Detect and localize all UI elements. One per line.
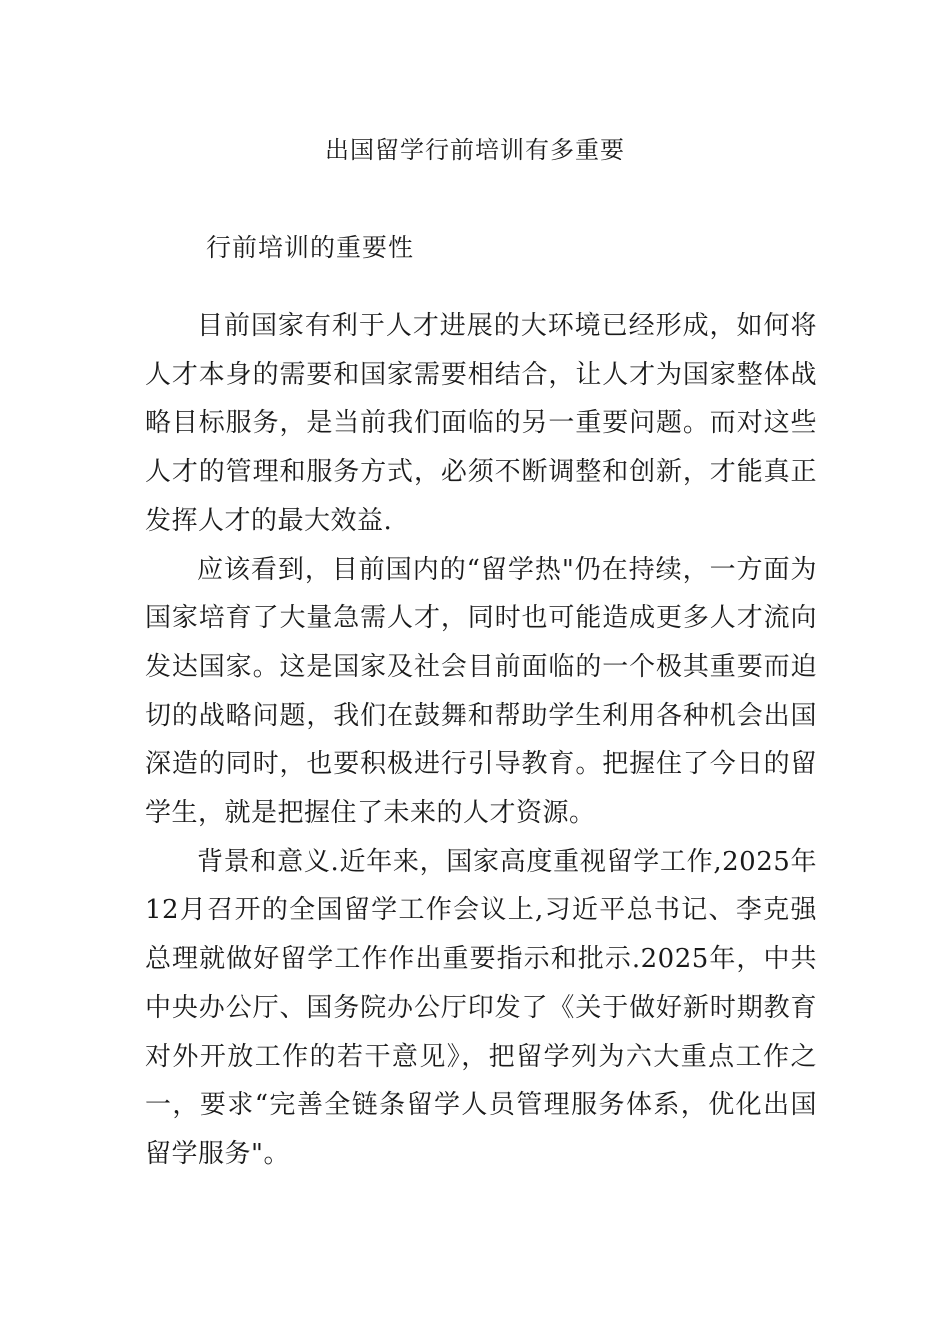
document-body (145, 302, 817, 1179)
paragraph-2: 应该看到，目前国内的“留学热"仍在持续，一方面为国家培育了大量急需人才，同时也可能造成更多人才流向发达国家。这是国家及社会目前面临的一个极其重要而迫切的战略问题，我们在鼓舞和帮助学生利用各种机会出国深造的同时，也要积极进行引导教育。把握住了今日的留学生，就是把握住了未来的人才资源。 (145, 554, 817, 829)
document-title: 出国留学行前培训有多重要 (325, 136, 625, 164)
paragraph-3: 背景和意义.近年来，国家高度重视留学工作,2025年12月召开的全国留学工作会议上,习近平总书记、李克强总理就做好留学工作作出重要指示和批示.2025年，中共中央办公厅、国务院办公厅印发了《关于做好新时期教育对外开放工作的若干意见》，把留学列为六大重点工作之一，要求“完善全链条留学人员管理服务体系，优化出国留学服务"。 (145, 846, 817, 1169)
paragraph-1: 目前国家有利于人才进展的大环境已经形成，如何将人才本身的需要和国家需要相结合，让人才为国家整体战略目标服务，是当前我们面临的另一重要问题。而对这些人才的管理和服务方式，必须不断调整和创新，才能真正发挥人才的最大效益. (145, 311, 817, 536)
section-heading: 行前培训的重要性 (206, 233, 415, 262)
